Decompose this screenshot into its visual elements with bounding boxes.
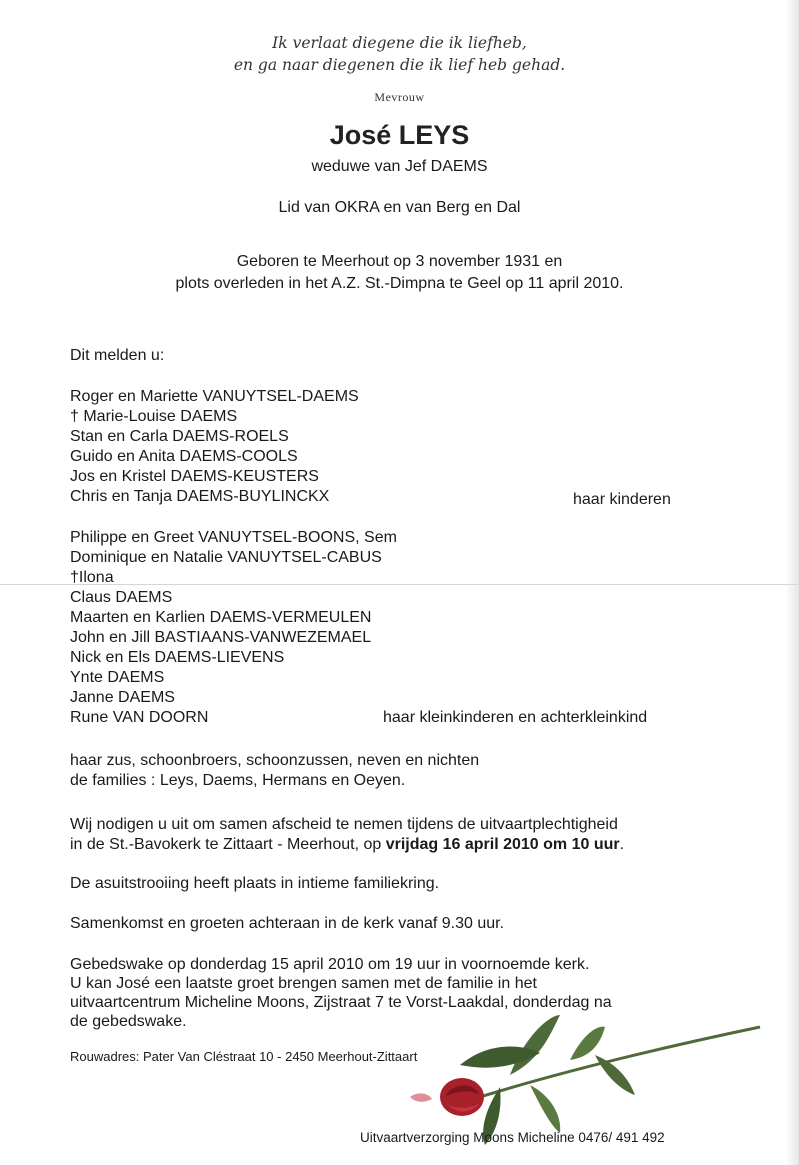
list-item: Jos en Kristel DAEMS-KEUSTERS [70, 468, 319, 485]
invitation-location: in de St.-Bavokerk te Zittaart - Meerhout, op [70, 836, 382, 853]
invitation [70, 815, 710, 855]
vigil-line-4: de gebedswake. [70, 1013, 187, 1030]
motto [0, 32, 799, 76]
announce: Dit melden u: [70, 347, 165, 364]
title-prefix-text: Mevrouw [374, 90, 425, 104]
list-item: Stan en Carla DAEMS-ROELS [70, 428, 289, 445]
list-item: Maarten en Karlien DAEMS-VERMEULEN [70, 609, 372, 626]
birth-line-2: plots overleden in het A.Z. St.-Dimpna te Geel op 11 april 2010. [175, 275, 624, 292]
birth-death-info [0, 251, 799, 295]
birth-line-1: Geboren te Meerhout op 3 november 1931 en [236, 253, 563, 270]
leaf [570, 1027, 605, 1060]
vigil-line-2: U kan José een laatste groet brengen samen met de familie in het [70, 975, 537, 992]
grandchildren-list [70, 528, 397, 728]
list-item: †Ilona [70, 569, 114, 586]
undertaker-info: Uitvaartverzorging Moons Micheline 0476/ 491 492 [360, 1130, 665, 1145]
membership: Lid van OKRA en van Berg en Dal [278, 199, 521, 216]
list-item: Janne DAEMS [70, 689, 175, 706]
invitation-line-2 [70, 835, 710, 855]
fallen-petal [410, 1093, 432, 1101]
title-prefix [0, 90, 799, 105]
mourning-address: Rouwadres: Pater Van Cléstraat 10 - 2450 Meerhout-Zittaart [70, 1049, 418, 1064]
invitation-period: . [619, 836, 625, 853]
gathering-info: Samenkomst en groeten achteraan in de kerk vanaf 9.30 uur. [70, 915, 505, 932]
list-item: John en Jill BASTIAANS-VANWEZEMAEL [70, 629, 372, 646]
leaf [530, 1085, 560, 1133]
list-item: Claus DAEMS [70, 589, 173, 606]
list-item: Roger en Mariette VANUYTSEL-DAEMS [70, 388, 359, 405]
list-item: Nick en Els DAEMS-LIEVENS [70, 649, 285, 666]
list-item: Chris en Tanja DAEMS-BUYLINCKX [70, 488, 330, 505]
list-item: Dominique en Natalie VANUYTSEL-CABUS [70, 549, 382, 566]
motto-line-2: en ga naar diegenen die ik lief heb gehad. [233, 56, 566, 74]
motto-line-1: Ik verlaat diegene die ik liefheb, [272, 34, 527, 52]
ashes-info: De asuitstrooiing heeft plaats in intieme familiekring. [70, 875, 440, 892]
deceased-name: José LEYS [329, 120, 470, 150]
widow-of: weduwe van Jef DAEMS [311, 158, 488, 175]
leaf [510, 1015, 560, 1075]
invitation-line-1: Wij nodigen u uit om samen afscheid te nemen tijdens de uitvaartplechtigheid [70, 816, 618, 833]
list-item: Ynte DAEMS [70, 669, 165, 686]
family-section [70, 751, 479, 791]
children-list [70, 387, 359, 507]
leaf [460, 1046, 540, 1067]
vigil-line-1: Gebedswake op donderdag 15 april 2010 om 19 uur in voornoemde kerk. [70, 956, 590, 973]
family-line-2: de families : Leys, Daems, Hermans en Oeyen. [70, 772, 406, 789]
family-line-1: haar zus, schoonbroers, schoonzussen, neven en nichten [70, 752, 480, 769]
children-label: haar kinderen [573, 491, 671, 508]
list-item: Rune VAN DOORN [70, 709, 209, 726]
list-item: Guido en Anita DAEMS-COOLS [70, 448, 298, 465]
funeral-datetime: vrijdag 16 april 2010 om 10 uur [385, 836, 620, 853]
list-item: Philippe en Greet VANUYTSEL-BOONS, Sem [70, 529, 397, 546]
list-item: † Marie-Louise DAEMS [70, 408, 238, 425]
vigil-line-3: uitvaartcentrum Micheline Moons, Zijstraat 7 te Vorst-Laakdal, donderdag na [70, 994, 612, 1011]
grandchildren-label: haar kleinkinderen en achterkleinkind [383, 709, 648, 726]
